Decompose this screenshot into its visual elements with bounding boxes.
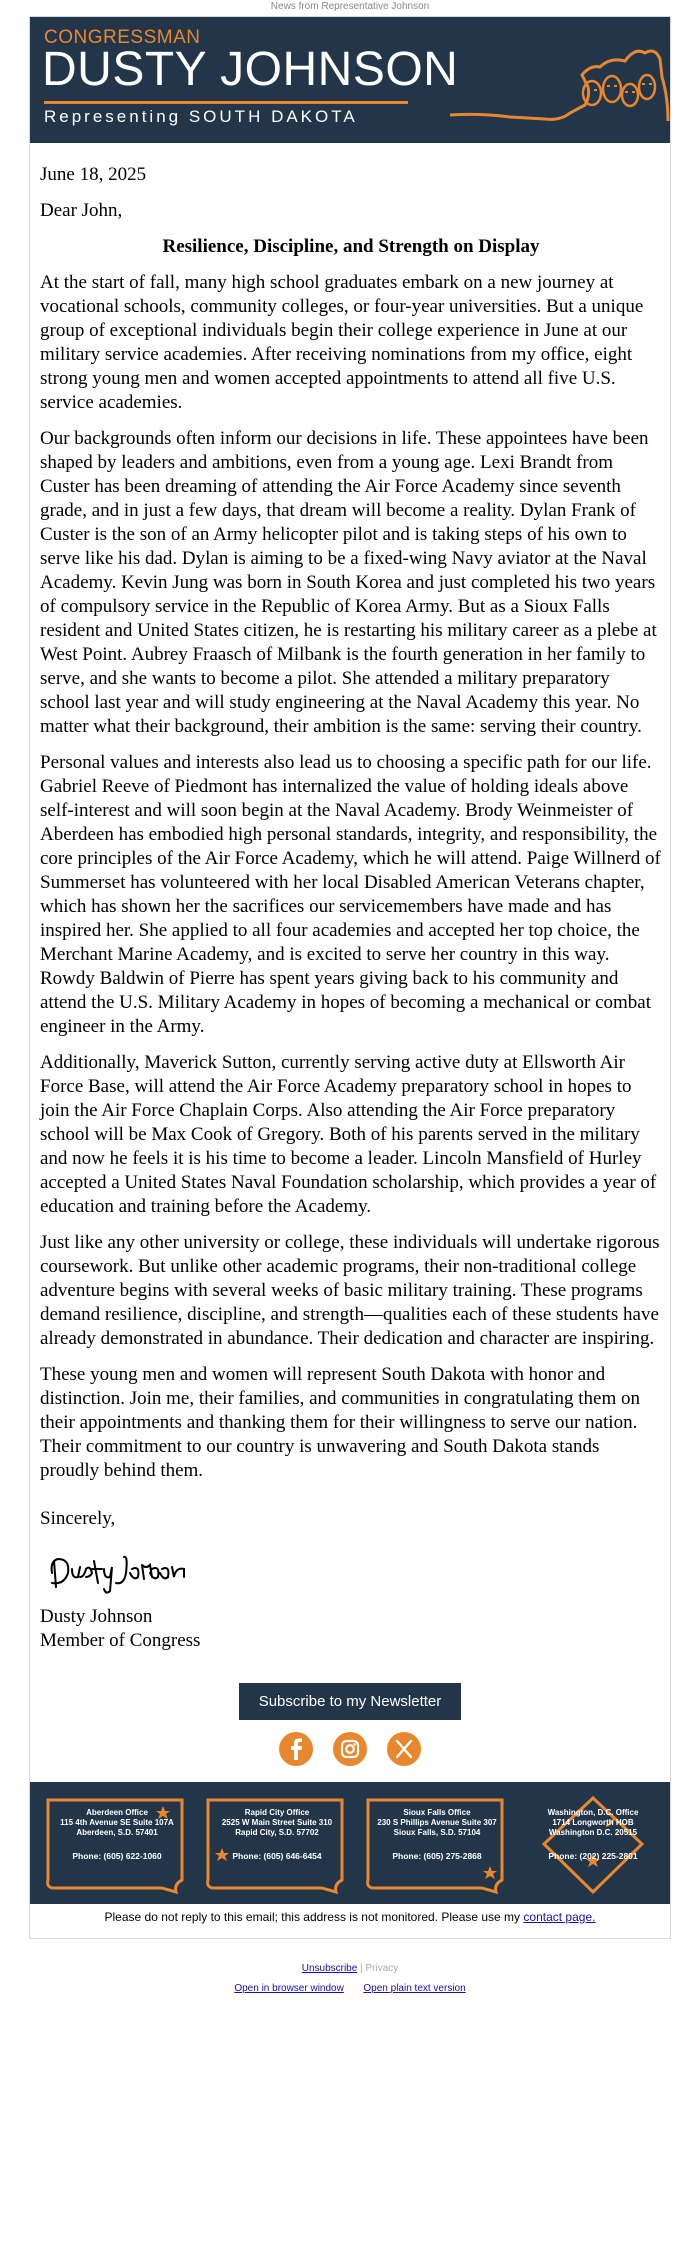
- office-name: Washington, D.C. Office: [547, 1808, 639, 1817]
- footer-separator: |: [360, 1963, 363, 1974]
- office-city: Aberdeen, S.D. 57401: [76, 1828, 158, 1837]
- closing: Sincerely,: [40, 1508, 116, 1529]
- office-aberdeen: [42, 1796, 192, 1896]
- footer-links: [0, 1959, 700, 1999]
- signature-image: [46, 1543, 662, 1599]
- open-in-browser-link[interactable]: Open in browser window: [234, 1983, 344, 1994]
- subscribe-button[interactable]: Subscribe to my Newsletter: [239, 1683, 462, 1720]
- office-name: Rapid City Office: [244, 1808, 310, 1817]
- headline: Resilience, Discipline, and Strength on Display: [162, 236, 540, 257]
- instagram-icon[interactable]: [333, 1732, 367, 1766]
- salutation: Dear John,: [40, 200, 123, 221]
- privacy-link[interactable]: Privacy: [365, 1963, 399, 1974]
- mount-rushmore-icon: [450, 17, 670, 143]
- unsubscribe-link[interactable]: Unsubscribe: [301, 1963, 358, 1974]
- facebook-icon[interactable]: [279, 1732, 313, 1766]
- office-address: 1714 Longworth HOB: [552, 1818, 634, 1827]
- paragraph: These young men and women will represent South Dakota with honor and distinction. Join me, their families, and communities in congratulating them on their appointments and thanking them for their willingness to serve our nation. Their commitment to our country is unwavering and South Dakota stands proudly behind them.: [40, 1364, 640, 1481]
- office-rapid-city: [202, 1796, 352, 1896]
- office-address: 2525 W Main Street Suite 310: [221, 1818, 333, 1827]
- office-phone[interactable]: Phone: (605) 622-1060: [72, 1851, 162, 1861]
- letter-body: [30, 143, 670, 1653]
- header-banner: [30, 17, 670, 143]
- office-address: 115 4th Avenue SE Suite 107A: [60, 1818, 174, 1827]
- notice-text: Please do not reply to this email; this address is not monitored. Please use my: [104, 1910, 521, 1924]
- paragraph: Our backgrounds often inform our decisions in life. These appointees have been shaped by leaders and ambitions, even from a young age. Lexi Brandt from Custer has been dreaming of attending the Air Force Academy since seventh grade, and in just a few days, that dream will become a reality. Dylan Frank of Custer is the son of an Army helicopter pilot and is taking steps of his own to serve like his dad. Dylan is aiming to be a fixed-wing Navy aviator at the Naval Academy. Kevin Jung was born in South Korea and just completed his two years of compulsory service in the Republic of Korea Army. But as a Sioux Falls resident and United States citizen, he is restarting his military career as a plebe at West Point. Aubrey Fraasch of Milbank is the fourth generation in her family to serve, and she wants to become a pilot. She attended a military preparatory school last year and will study engineering at the Naval Academy this year. No matter what their background, their ambition is the same: serving their country.: [40, 428, 657, 737]
- plain-text-link[interactable]: Open plain text version: [363, 1983, 466, 1994]
- paragraph: Additionally, Maverick Sutton, currently serving active duty at Ellsworth Air Force Base, will attend the Air Force Academy preparatory school in hopes to join the Air Force Chaplain Corps. Also attending the Air Force preparatory school will be Max Cook of Gregory. Both of his parents served in the military and now he feels it is his time to become a leader. Lincoln Mansfield of Hurley accepted a United States Naval Foundation scholarship, which provides a year of education and training before the Academy.: [40, 1052, 657, 1217]
- banner-title-congressman: CONGRESSMAN: [44, 27, 201, 48]
- email-card: [29, 16, 671, 1939]
- office-city: Rapid City, S.D. 57702: [235, 1828, 319, 1837]
- banner-name: DUSTY JOHNSON: [42, 43, 459, 96]
- paragraph: Just like any other university or college, these individuals will undertake rigorous coursework. But unlike other academic programs, their non-traditional college adventure begins with several weeks of basic military training. These programs demand resilience, discipline, and strength—qualities each of these students have already demonstrated in abundance. Their dedication and character are inspiring.: [40, 1232, 660, 1349]
- banner-rule: [44, 101, 408, 104]
- office-city: Sioux Falls, S.D. 57104: [393, 1828, 481, 1837]
- office-phone[interactable]: Phone: (605) 646-6454: [232, 1851, 322, 1861]
- office-washington-dc: [518, 1796, 668, 1896]
- office-name: Aberdeen Office: [86, 1808, 148, 1817]
- signature-icon: [46, 1543, 216, 1599]
- paragraph: Personal values and interests also lead us to choosing a specific path for our life. Gabriel Reeve of Piedmont has internalized the value of holding ideals above self-interest and will soon begin at the Naval Academy. Brody Weinmeister of Aberdeen has embodied high personal standards, integrity, and responsibility, the core principles of the Air Force Academy, which he will attend. Paige Willnerd of Summerset has volunteered with her local Disabled American Veterans chapter, which has shown her the sacrifices our servicemembers have made and has inspired her. She applied to all four academies and accepted her top choice, the Merchant Marine Academy, and is excited to serve her country in this way. Rowdy Baldwin of Pierre has spent years giving back to his community and attend the U.S. Military Academy in hopes of becoming a mechanical or combat engineer in the Army.: [40, 752, 661, 1037]
- preheader: News from Representative Johnson: [270, 1, 430, 12]
- signer-role: Member of Congress: [40, 1630, 201, 1651]
- office-address: 230 S Phillips Avenue Suite 307: [377, 1818, 497, 1827]
- office-phone[interactable]: Phone: (605) 275-2868: [392, 1851, 482, 1861]
- office-city: Washington D.C. 20515: [548, 1828, 638, 1837]
- contact-page-link[interactable]: contact page.: [523, 1910, 596, 1924]
- letter-date: June 18, 2025: [40, 164, 147, 185]
- office-sioux-falls: [362, 1796, 512, 1896]
- signer-name: Dusty Johnson: [40, 1606, 153, 1627]
- banner-subtitle: Representing SOUTH DAKOTA: [44, 107, 358, 126]
- no-reply-notice: [30, 1904, 670, 1926]
- offices-banner: [30, 1782, 670, 1904]
- office-phone[interactable]: Phone: (202) 225-2801: [548, 1851, 638, 1861]
- social-links: [30, 1732, 670, 1766]
- paragraph: At the start of fall, many high school graduates embark on a new journey at vocational schools, community colleges, or four-year universities. But a unique group of exceptional individuals begin their college experience in June at our military service academies. After receiving nominations from my office, eight strong young men and women accepted appointments to attend all five U.S. service academies.: [40, 272, 644, 413]
- office-name: Sioux Falls Office: [403, 1808, 471, 1817]
- x-icon[interactable]: [387, 1732, 421, 1766]
